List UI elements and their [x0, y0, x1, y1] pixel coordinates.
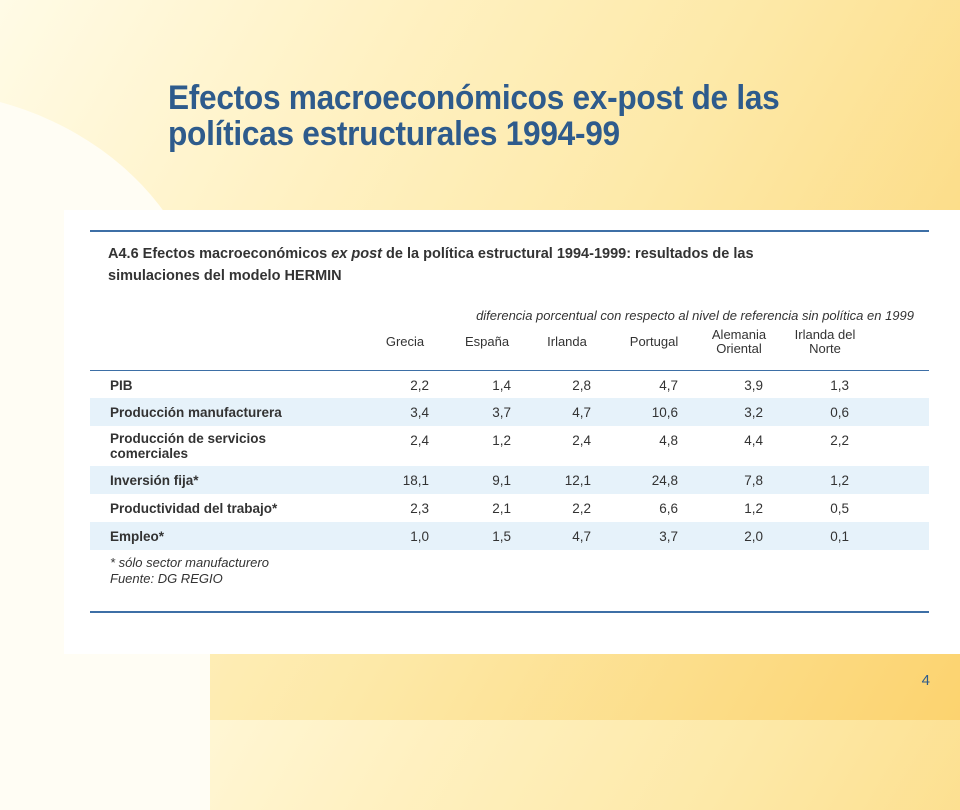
table-bottom-rule: [90, 611, 929, 613]
column-header-text: Irlanda del: [794, 327, 856, 342]
table-cell: 4,7: [659, 378, 678, 393]
table-row: [90, 371, 929, 398]
table-row: [90, 426, 929, 466]
column-header-text: Oriental: [716, 341, 762, 356]
column-header: [775, 328, 875, 356]
table-cell: 1,4: [492, 378, 511, 393]
table-footnote: [110, 555, 269, 587]
caption-part2: de la política estructural 1994-1999: resultados de las: [382, 246, 754, 262]
column-header-text: Irlanda: [547, 334, 587, 349]
row-label: [110, 529, 340, 544]
table-cell: 2,8: [572, 378, 591, 393]
caption-italic: ex post: [331, 246, 382, 262]
column-header: [517, 335, 617, 349]
table-cell: 10,6: [651, 405, 678, 420]
table-cell: 3,2: [744, 405, 763, 420]
table-row: [90, 494, 929, 522]
page-number: 4: [921, 672, 930, 689]
column-header-text: Grecia: [385, 334, 425, 349]
table-cell: 0,6: [830, 405, 849, 420]
table-subcaption: diferencia porcentual con respecto al nivel de referencia sin política en 1999: [476, 308, 914, 323]
column-header-text: Norte: [809, 341, 841, 356]
slide-title: [168, 80, 856, 152]
table-cell: 4,4: [744, 433, 763, 448]
table-cell: 2,2: [830, 433, 849, 448]
table-top-rule: [90, 230, 929, 232]
table-cell: 3,7: [492, 405, 511, 420]
table-cell: 2,0: [744, 529, 763, 544]
table-cell: 1,2: [744, 501, 763, 516]
table-cell: 3,7: [659, 529, 678, 544]
table-row: [90, 522, 929, 550]
table-cell: 4,7: [572, 529, 591, 544]
table-cell: 3,9: [744, 378, 763, 393]
table-caption: [108, 243, 928, 287]
table-row: [90, 466, 929, 494]
row-label: [110, 378, 340, 393]
row-label-text: Productividad del trabajo*: [110, 501, 278, 516]
slide-title-line1: Efectos macroeconómicos ex-post de las: [168, 79, 780, 117]
slide-title-line2: políticas estructurales 1994-99: [168, 115, 620, 153]
column-header-text: Portugal: [629, 334, 679, 349]
table-cell: 24,8: [651, 473, 678, 488]
column-header-text: España: [464, 334, 510, 349]
table-cell: 9,1: [492, 473, 511, 488]
table-cell: 18,1: [402, 473, 429, 488]
table-cell: 1,3: [830, 378, 849, 393]
table-cell: 12,1: [564, 473, 591, 488]
table-cell: 2,3: [410, 501, 429, 516]
table-cell: 1,0: [410, 529, 429, 544]
table-cell: 7,8: [744, 473, 763, 488]
table-cell: 2,4: [572, 433, 591, 448]
row-label: [110, 431, 340, 461]
table-row: [90, 398, 929, 426]
caption-part1: A4.6 Efectos macroeconómicos: [108, 246, 332, 262]
table-cell: 2,2: [410, 378, 429, 393]
row-label-text: Producción de servicios: [110, 431, 267, 446]
column-header: [689, 328, 789, 356]
column-header-text: Alemania: [711, 327, 767, 342]
table-cell: 4,8: [659, 433, 678, 448]
row-label-text: Producción manufacturera: [110, 405, 282, 420]
row-label-text: Inversión fija*: [110, 473, 199, 488]
row-label: [110, 405, 340, 420]
caption-line2: simulaciones del modelo HERMIN: [108, 268, 342, 284]
table-cell: 6,6: [659, 501, 678, 516]
row-label: [110, 501, 340, 516]
row-label-text: PIB: [110, 378, 133, 393]
footnote-line1: * sólo sector manufacturero: [110, 555, 269, 570]
table-cell: 4,7: [572, 405, 591, 420]
row-label-text: Empleo*: [110, 529, 165, 544]
table-cell: 0,5: [830, 501, 849, 516]
footnote-source: Fuente: DG REGIO: [110, 571, 223, 586]
table-cell: 0,1: [830, 529, 849, 544]
row-label-text: comerciales: [110, 446, 189, 461]
row-label: [110, 473, 340, 488]
table-cell: 3,4: [410, 405, 429, 420]
table-panel: [64, 210, 960, 654]
table-cell: 1,5: [492, 529, 511, 544]
table-cell: 1,2: [492, 433, 511, 448]
table-cell: 2,1: [492, 501, 511, 516]
table-cell: 2,4: [410, 433, 429, 448]
table-cell: 2,2: [572, 501, 591, 516]
table-cell: 1,2: [830, 473, 849, 488]
